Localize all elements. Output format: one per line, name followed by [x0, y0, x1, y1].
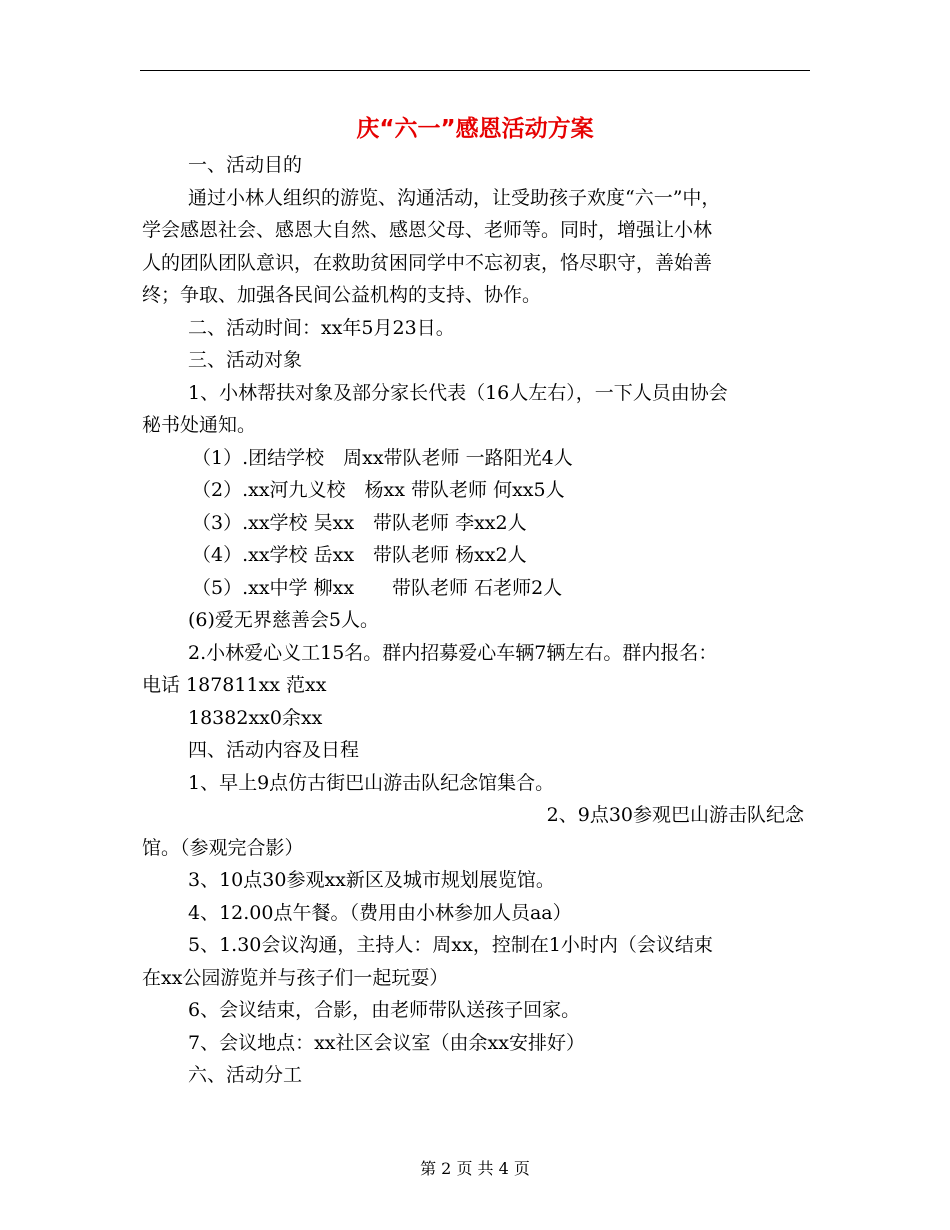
paragraph-line: 电话 187811xx 范xx	[142, 674, 327, 696]
section-heading-purpose: 一、活动目的	[188, 154, 303, 176]
paragraph-line: 18382xx0余xx	[188, 706, 323, 729]
list-item: （2）.xx河九义校 杨xx 带队老师 何xx5人	[192, 479, 565, 501]
schedule-item: 2、9点30参观巴山游击队纪念	[546, 804, 804, 826]
section-heading-participants: 三、活动对象	[188, 349, 303, 371]
paragraph-line: 终；争取、加强各民间公益机构的支持、协作。	[142, 284, 542, 306]
section-heading-time: 二、活动时间：xx年5月23日。	[188, 316, 455, 339]
schedule-item: 3、10点30参观xx新区及城市规划展览馆。	[188, 869, 555, 891]
list-item: （3）.xx学校 吴xx 带队老师 李xx2人	[192, 511, 527, 534]
schedule-item: 1、早上9点仿古街巴山游击队纪念馆集合。	[188, 771, 555, 794]
schedule-item: 6、会议结束，合影，由老师带队送孩子回家。	[188, 999, 581, 1021]
section-heading-schedule: 四、活动内容及日程	[188, 739, 360, 761]
paragraph-line: 秘书处通知。	[142, 414, 257, 436]
header-rule	[140, 70, 810, 71]
document-body	[142, 149, 810, 1092]
list-item: （5）.xx中学 柳xx 带队老师 石老师2人	[192, 576, 563, 599]
paragraph-line: 2.小林爱心义工15名。群内招募爱心车辆7辆左右。群内报名：	[188, 641, 718, 664]
page-number: 第 2 页 共 4 页	[420, 1159, 530, 1178]
schedule-item: 7、会议地点：xx社区会议室（由余xx安排好）	[188, 1031, 585, 1054]
list-item: (6)爱无界慈善会5人。	[188, 609, 380, 631]
list-item: （4）.xx学校 岳xx 带队老师 杨xx2人	[192, 544, 527, 566]
schedule-item: 馆。（参观完合影）	[142, 836, 304, 859]
paragraph-line: 通过小林人组织的游览、沟通活动，让受助孩子欢度“六一”中，	[188, 186, 721, 209]
schedule-item: 在xx公园游览并与孩子们一起玩耍）	[142, 966, 449, 989]
section-heading-division: 六、活动分工	[188, 1064, 303, 1086]
document-title: 庆“六一”感恩活动方案	[356, 116, 594, 142]
paragraph-line: 人的团队团队意识，在救助贫困同学中不忘初衷，恪尽职守，善始善	[142, 251, 713, 274]
schedule-item: 4、12.00点午餐。（费用由小林参加人员aa）	[188, 901, 572, 924]
paragraph-line: 1、小林帮扶对象及部分家长代表（16人左右），一下人员由协会	[188, 381, 728, 404]
list-item: （1）.团结学校 周xx带队老师 一路阳光4人	[192, 446, 573, 469]
paragraph-line: 学会感恩社会、感恩大自然、感恩父母、老师等。同时，增强让小林	[142, 219, 713, 241]
schedule-item: 5、1.30会议沟通，主持人：周xx，控制在1小时内（会议结束	[188, 934, 713, 956]
